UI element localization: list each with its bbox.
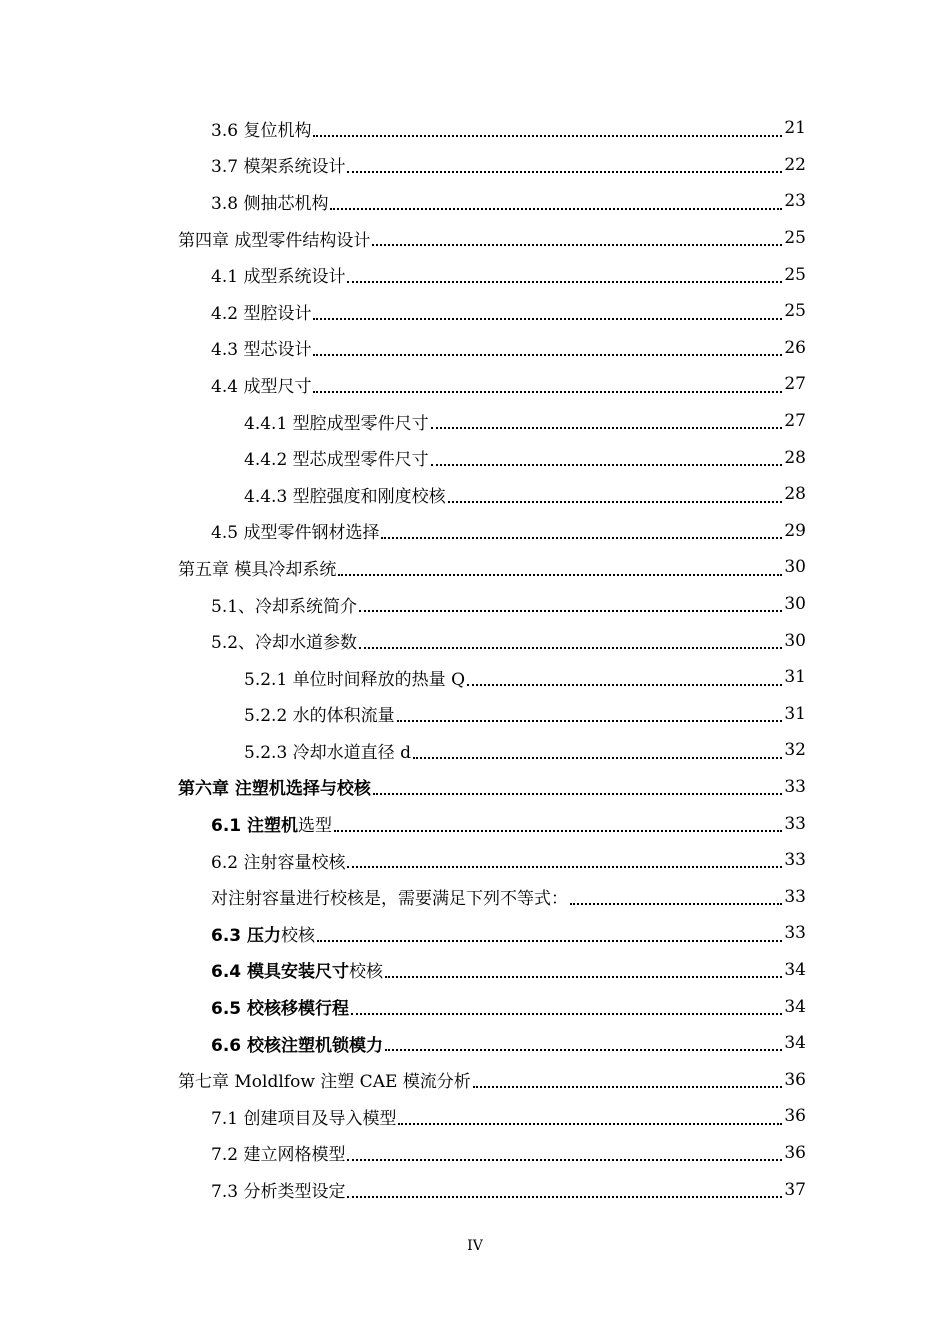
toc-entry-title-text: 4.2 型腔设计	[211, 303, 312, 324]
toc-dot-leader	[313, 354, 782, 356]
toc-entry[interactable]	[0, 549, 806, 586]
toc-entry-title	[244, 665, 465, 690]
toc-entry-title	[211, 811, 332, 836]
toc-entry-title-text: 6.2 注射容量校核	[211, 852, 346, 873]
toc-entry[interactable]	[0, 805, 806, 842]
toc-entry-page-number: 28	[784, 484, 806, 505]
toc-dot-leader	[313, 318, 782, 320]
table-of-contents	[0, 110, 950, 1208]
toc-entry-title	[211, 628, 357, 653]
toc-entry-title-text: 5.1、冷却系统简介	[211, 596, 358, 617]
toc-entry-title-text: 5.2.3 冷却水道直径 d	[244, 742, 411, 763]
toc-entry[interactable]	[0, 622, 806, 659]
toc-entry-title-text: 3.7 模架系统设计	[211, 157, 346, 178]
toc-dot-leader	[330, 208, 782, 210]
toc-dot-leader	[347, 171, 782, 173]
toc-dot-leader	[338, 574, 782, 576]
toc-dot-leader	[347, 1196, 782, 1198]
toc-entry[interactable]	[0, 586, 806, 623]
toc-entry-page-number: 26	[784, 337, 806, 358]
toc-entry-title-suffix: 校核	[281, 925, 316, 946]
toc-dot-leader	[373, 793, 782, 795]
toc-dot-leader	[397, 720, 782, 722]
toc-entry-title-text: 4.3 型芯设计	[211, 340, 312, 361]
toc-entry-page-number: 33	[784, 923, 806, 944]
toc-entry-title-text: 5.2.1 单位时间释放的热量 Q	[244, 669, 465, 690]
toc-entry-title-text: 6.3 压力	[211, 925, 282, 946]
toc-entry-page-number: 33	[784, 776, 806, 797]
toc-entry-title	[211, 335, 311, 360]
toc-entry-title	[244, 738, 411, 763]
toc-entry-page-number: 34	[784, 996, 806, 1017]
toc-entry-page-number: 30	[784, 557, 806, 578]
toc-entry-title	[244, 701, 395, 726]
toc-entry[interactable]	[0, 293, 806, 330]
toc-entry[interactable]	[0, 952, 806, 989]
toc-entry-page-number: 31	[784, 703, 806, 724]
toc-entry-page-number: 27	[784, 411, 806, 432]
toc-entry-title-text: 5.2.2 水的体积流量	[244, 706, 395, 727]
toc-entry[interactable]	[0, 842, 806, 879]
toc-entry-title-text: 第五章 模具冷却系统	[178, 559, 337, 580]
toc-entry-page-number: 25	[784, 301, 806, 322]
toc-entry-title-text: 7.3 分析类型设定	[211, 1182, 346, 1203]
toc-entry-page-number: 33	[784, 850, 806, 871]
toc-entry-title-text: 6.6 校核注塑机锁模力	[211, 1035, 384, 1056]
toc-entry[interactable]	[0, 988, 806, 1025]
toc-entry-page-number: 30	[784, 630, 806, 651]
toc-entry-title	[178, 774, 371, 799]
toc-entry-title	[211, 299, 311, 324]
toc-dot-leader	[359, 647, 782, 649]
toc-entry-title	[211, 994, 349, 1019]
toc-entry[interactable]	[0, 1061, 806, 1098]
toc-entry-title	[211, 518, 379, 543]
toc-entry[interactable]	[0, 732, 806, 769]
toc-dot-leader	[347, 866, 782, 868]
toc-entry-title-text: 第七章 Moldlfow 注塑 CAE 模流分析	[178, 1072, 471, 1093]
toc-entry-title	[211, 1177, 345, 1202]
toc-entry-page-number: 33	[784, 886, 806, 907]
toc-entry-page-number: 34	[784, 1033, 806, 1054]
toc-entry[interactable]	[0, 513, 806, 550]
toc-entry-title	[211, 921, 315, 946]
toc-entry[interactable]	[0, 659, 806, 696]
toc-entry-page-number: 30	[784, 594, 806, 615]
toc-entry[interactable]	[0, 1171, 806, 1208]
toc-entry-title-text: 6.1 注塑机	[211, 816, 299, 837]
toc-dot-leader	[385, 1049, 782, 1051]
toc-entry[interactable]	[0, 439, 806, 476]
toc-dot-leader	[570, 903, 782, 905]
toc-dot-leader	[347, 281, 782, 283]
toc-dot-leader	[473, 1086, 782, 1088]
toc-dot-leader	[431, 464, 782, 466]
toc-entry[interactable]	[0, 1135, 806, 1172]
toc-entry-page-number: 33	[784, 813, 806, 834]
page-number: IV	[467, 1238, 483, 1254]
toc-entry-title	[211, 592, 357, 617]
toc-entry-page-number: 37	[784, 1179, 806, 1200]
toc-dot-leader	[372, 244, 782, 246]
toc-entry[interactable]	[0, 220, 806, 257]
toc-entry-page-number: 25	[784, 228, 806, 249]
toc-dot-leader	[381, 537, 782, 539]
toc-entry-title	[178, 226, 370, 251]
toc-entry-page-number: 23	[784, 191, 806, 212]
toc-dot-leader	[398, 1123, 782, 1125]
toc-dot-leader	[334, 830, 782, 832]
toc-entry-title	[211, 957, 383, 982]
toc-dot-leader	[313, 135, 782, 137]
toc-entry-title-suffix: 选型	[298, 816, 333, 837]
toc-entry[interactable]	[0, 1025, 806, 1062]
toc-entry-title-text: 第六章 注塑机选择与校核	[178, 779, 371, 800]
toc-entry-title-text: 对注射容量进行校核是，需要满足下列不等式：	[211, 889, 568, 910]
toc-entry[interactable]	[0, 403, 806, 440]
toc-entry[interactable]	[0, 330, 806, 367]
toc-entry-title	[211, 152, 345, 177]
toc-dot-leader	[359, 610, 782, 612]
toc-entry-title-text: 6.4 模具安装尺寸	[211, 962, 350, 983]
toc-entry-title-text: 4.4.3 型腔强度和刚度校核	[244, 486, 446, 507]
toc-dot-leader	[351, 1013, 782, 1015]
toc-entry[interactable]	[0, 147, 806, 184]
toc-entry-title	[244, 409, 429, 434]
toc-entry-title-text: 4.4.2 型芯成型零件尺寸	[244, 450, 429, 471]
toc-entry-title	[211, 884, 568, 909]
toc-entry-title-text: 3.8 侧抽芯机构	[211, 193, 329, 214]
toc-entry-page-number: 36	[784, 1106, 806, 1127]
toc-entry-page-number: 22	[784, 154, 806, 175]
toc-entry-title	[211, 1140, 345, 1165]
toc-entry[interactable]	[0, 366, 806, 403]
toc-entry-title	[211, 1104, 396, 1129]
toc-dot-leader	[313, 391, 782, 393]
toc-entry-page-number: 34	[784, 959, 806, 980]
toc-entry-title-suffix: 校核	[349, 962, 384, 983]
toc-dot-leader	[431, 427, 782, 429]
toc-entry-title	[211, 116, 311, 141]
toc-entry-title	[211, 848, 345, 873]
toc-entry-page-number: 29	[784, 520, 806, 541]
toc-entry-title-text: 4.1 成型系统设计	[211, 267, 346, 288]
toc-entry-title-text: 4.4.1 型腔成型零件尺寸	[244, 413, 429, 434]
toc-entry[interactable]	[0, 1098, 806, 1135]
toc-entry-title-text: 7.2 建立网格模型	[211, 1145, 346, 1166]
toc-entry-title-text: 7.1 创建项目及导入模型	[211, 1108, 397, 1129]
toc-entry-title	[178, 555, 336, 580]
toc-entry-title-text: 5.2、冷却水道参数	[211, 633, 358, 654]
toc-dot-leader	[448, 501, 782, 503]
toc-entry-page-number: 36	[784, 1142, 806, 1163]
toc-entry-title	[211, 1031, 383, 1056]
toc-entry-page-number: 32	[784, 740, 806, 761]
toc-entry-title-text: 6.5 校核移模行程	[211, 999, 350, 1020]
toc-dot-leader	[385, 976, 782, 978]
toc-entry-page-number: 27	[784, 374, 806, 395]
toc-entry-page-number: 31	[784, 667, 806, 688]
toc-entry-page-number: 28	[784, 447, 806, 468]
toc-entry-title-text: 4.4 成型尺寸	[211, 376, 312, 397]
toc-entry[interactable]	[0, 915, 806, 952]
toc-entry-title-text: 第四章 成型零件结构设计	[178, 230, 371, 251]
toc-entry-page-number: 25	[784, 264, 806, 285]
toc-entry[interactable]	[0, 476, 806, 513]
toc-entry-title	[178, 1067, 471, 1092]
toc-entry[interactable]	[0, 256, 806, 293]
toc-entry-page-number: 36	[784, 1069, 806, 1090]
toc-entry-title	[244, 445, 429, 470]
toc-entry-title	[211, 262, 345, 287]
toc-entry[interactable]	[0, 110, 806, 147]
toc-dot-leader	[317, 940, 782, 942]
toc-entry[interactable]	[0, 878, 806, 915]
toc-entry[interactable]	[0, 183, 806, 220]
toc-entry[interactable]	[0, 696, 806, 733]
toc-entry-title	[244, 482, 446, 507]
toc-entry-title-text: 4.5 成型零件钢材选择	[211, 523, 380, 544]
toc-entry-title-text: 3.6 复位机构	[211, 120, 312, 141]
toc-entry-title	[211, 372, 311, 397]
toc-dot-leader	[467, 684, 782, 686]
toc-dot-leader	[413, 757, 782, 759]
toc-dot-leader	[347, 1159, 782, 1161]
toc-entry[interactable]	[0, 769, 806, 806]
toc-entry-title	[211, 189, 328, 214]
toc-entry-page-number: 21	[784, 118, 806, 139]
